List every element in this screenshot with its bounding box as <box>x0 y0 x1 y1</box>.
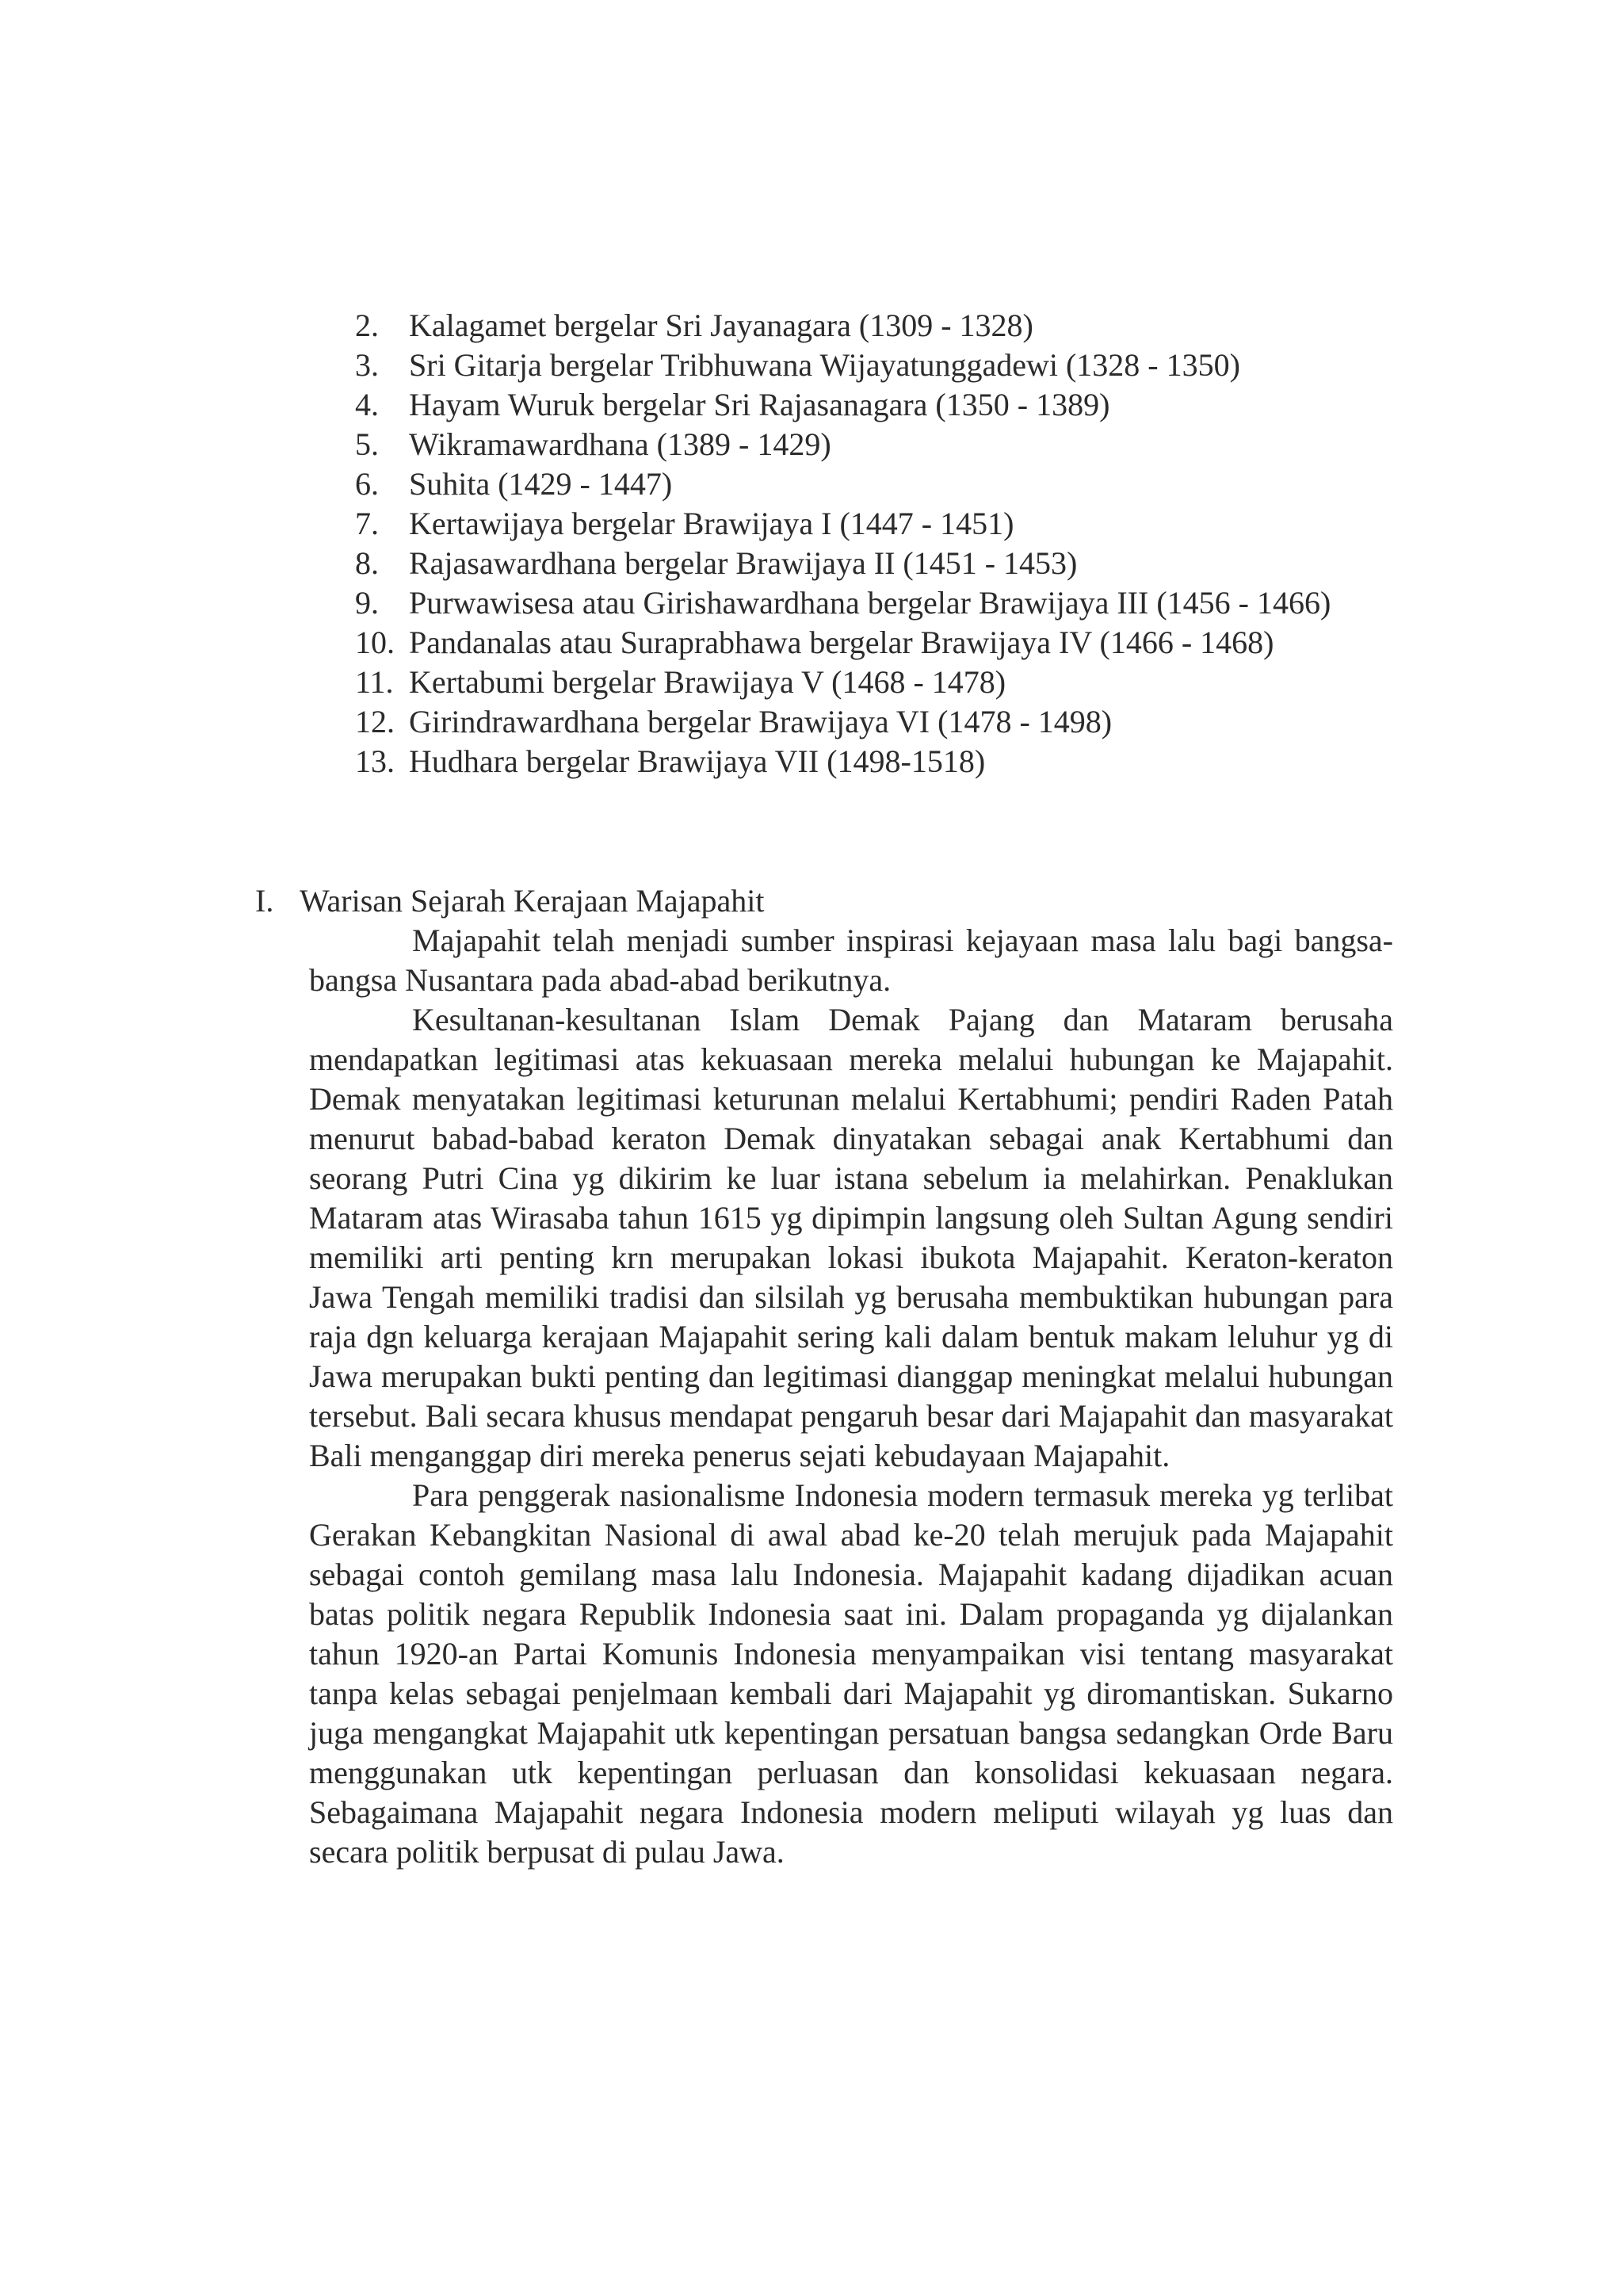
list-item-number: 2. <box>355 308 379 343</box>
list-item <box>355 623 1393 663</box>
list-item-number: 13. <box>355 743 395 779</box>
paragraph: Para penggerak nasionalisme Indonesia modern termasuk mereka yg terlibat Gerakan Kebangkitan Nasional di awal abad ke-20 telah merujuk pada Majapahit sebagai contoh gemilang masa lalu Indonesia. Majapahit kadang dijadikan acuan batas politik negara Republik Indonesia saat ini. Dalam propaganda yg dijalankan tahun 1920-an Partai Komunis Indonesia menyampaikan visi tentang masyarakat tanpa kelas sebagai penjelmaan kembali dari Majapahit yg diromantiskan. Sukarno juga mengangkat Majapahit utk kepentingan persatuan bangsa sedangkan Orde Baru menggunakan utk kepentingan perluasan dan konsolidasi kekuasaan negara. Sebagaimana Majapahit negara Indonesia modern meliputi wilayah yg luas dan secara politik berpusat di pulau Jawa. <box>309 1477 1393 1870</box>
section-warisan <box>255 881 1393 1872</box>
list-item-number: 7. <box>355 506 379 541</box>
paragraph: Kesultanan-kesultanan Islam Demak Pajang dan Mataram berusaha mendapatkan legitimasi atas kekuasaan mereka melalui hubungan ke Majapahit. Demak menyatakan legitimasi keturunan melalui Kertabhumi; pendiri Raden Patah menurut babad-babad keraton Demak dinyatakan sebagai anak Kertabhumi dan seorang Putri Cina yg dikirim ke luar istana sebelum ia melahirkan. Penaklukan Mataram atas Wirasaba tahun 1615 yg dipimpin langsung oleh Sultan Agung sendiri memiliki arti penting krn merupakan lokasi ibukota Majapahit. Keraton-keraton Jawa Tengah memiliki tradisi dan silsilah yg berusaha membuktikan hubungan para raja dgn keluarga kerajaan Majapahit sering kali dalam bentuk makam leluhur yg di Jawa merupakan bukti penting dan legitimasi dianggap meningkat melalui hubungan tersebut. Bali secara khusus mendapat pengaruh besar dari Majapahit dan masyarakat Bali menganggap diri mereka penerus sejati kebudayaan Majapahit. <box>309 1002 1393 1473</box>
list-item-number: 11. <box>355 664 394 700</box>
list-item <box>355 425 1393 464</box>
list-item-text: Kertabumi bergelar Brawijaya V (1468 - 1478) <box>409 664 1006 700</box>
list-item-number: 8. <box>355 545 379 581</box>
list-item <box>355 663 1393 702</box>
list-item-text: Hayam Wuruk bergelar Sri Rajasanagara (1350 - 1389) <box>409 387 1110 422</box>
section-marker: I. <box>255 883 274 919</box>
kings-list <box>355 306 1393 781</box>
list-item-number: 4. <box>355 387 379 422</box>
list-item <box>355 702 1393 742</box>
list-item <box>355 583 1393 623</box>
section-body <box>309 921 1393 1872</box>
list-item <box>355 346 1393 385</box>
list-item-text: Hudhara bergelar Brawijaya VII (1498-1518) <box>409 743 986 779</box>
list-item-text: Girindrawardhana bergelar Brawijaya VI (1478 - 1498) <box>409 704 1113 739</box>
list-item-number: 3. <box>355 347 379 383</box>
list-item <box>355 464 1393 504</box>
list-item <box>355 742 1393 781</box>
list-item-text: Purwawisesa atau Girishawardhana bergelar Brawijaya III (1456 - 1466) <box>409 585 1331 621</box>
list-item-number: 6. <box>355 466 379 502</box>
list-item <box>355 544 1393 583</box>
list-item-number: 5. <box>355 426 379 462</box>
list-item-number: 10. <box>355 625 395 660</box>
list-item-text: Rajasawardhana bergelar Brawijaya II (1451 - 1453) <box>409 545 1078 581</box>
list-item-text: Sri Gitarja bergelar Tribhuwana Wijayatunggadewi (1328 - 1350) <box>409 347 1240 383</box>
list-item-text: Wikramawardhana (1389 - 1429) <box>409 426 831 462</box>
list-item-text: Suhita (1429 - 1447) <box>409 466 673 502</box>
list-item <box>355 385 1393 425</box>
list-item-text: Kertawijaya bergelar Brawijaya I (1447 - 1451) <box>409 506 1014 541</box>
section-title: Warisan Sejarah Kerajaan Majapahit <box>300 883 765 919</box>
list-item-number: 9. <box>355 585 379 621</box>
section-heading <box>255 881 1393 921</box>
paragraph: Majapahit telah menjadi sumber inspirasi kejayaan masa lalu bagi bangsa-bangsa Nusantara pada abad-abad berikutnya. <box>309 923 1393 998</box>
list-item <box>355 504 1393 544</box>
list-item-number: 12. <box>355 704 395 739</box>
list-item <box>355 306 1393 346</box>
list-item-text: Pandanalas atau Suraprabhawa bergelar Brawijaya IV (1466 - 1468) <box>409 625 1274 660</box>
list-item-text: Kalagamet bergelar Sri Jayanagara (1309 - 1328) <box>409 308 1033 343</box>
